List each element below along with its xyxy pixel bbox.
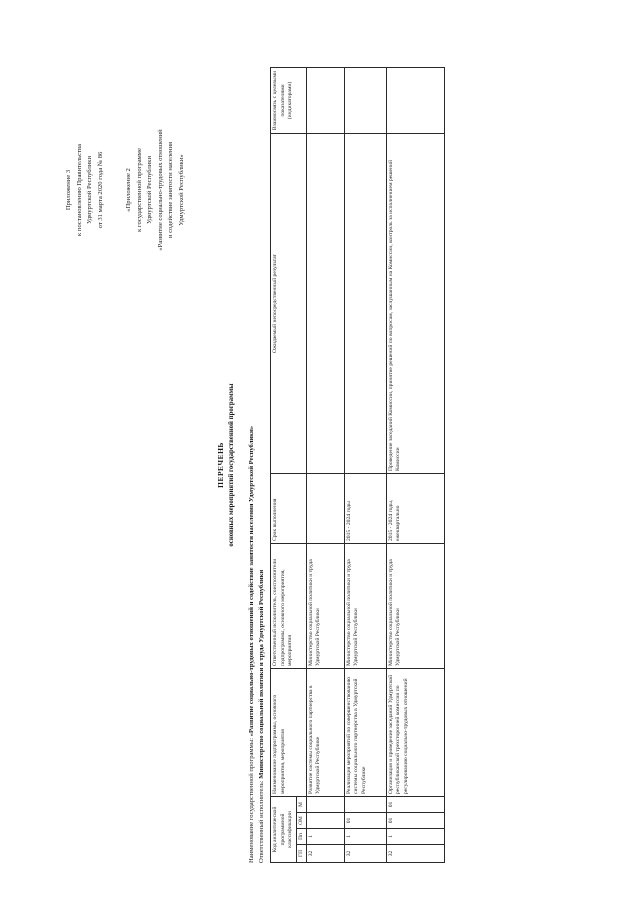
cell-m: [306, 796, 344, 812]
annex-line: «Развитие социально-трудовых отношений: [156, 129, 164, 251]
cell-m: 01: [386, 796, 444, 812]
annex-block: [124, 75, 187, 305]
cell-responsible: Министерство социальной политики и труда Удмуртской Республики: [386, 543, 444, 668]
cell-pp: 1: [306, 829, 344, 845]
header-gp: ГП: [296, 845, 306, 863]
executor-label: Ответственный исполнитель:: [258, 778, 265, 863]
header-pp: Пп: [296, 829, 306, 845]
cell-responsible: Министерство социальной политики и труда Удмуртской Республики: [306, 543, 344, 668]
cell-result: Проведение заседаний Комиссии, принятие решений по вопросам, заслушанным на Комиссии, контроль за исполнением решений Комиссии: [386, 133, 444, 473]
cell-relation: [306, 67, 344, 133]
cell-pp: 1: [386, 829, 444, 845]
annex-line: Удмуртской Республики»: [177, 154, 185, 226]
activities-table: [270, 67, 445, 863]
header-responsible: Ответственный исполнитель, соисполнители подпрограммы, основного мероприятия, мероприятия: [271, 543, 307, 668]
header-code-group: Код аналитической программной классификации: [271, 796, 297, 862]
cell-result: [306, 133, 344, 473]
cell-name: Организация и проведение заседаний Удмуртской республиканской трехсторонней комиссии по регулированию социально-трудовых отношений: [386, 668, 444, 796]
cell-relation: [344, 67, 386, 133]
cell-term: 2015 - 2024 годы, ежеквартально: [386, 473, 444, 543]
table-row: [306, 67, 344, 862]
annex-line: к государственной программе: [135, 148, 143, 232]
cell-term: [306, 473, 344, 543]
cell-gp: 32: [386, 845, 444, 863]
table-row: [344, 67, 386, 862]
cell-name: Развитие системы социального партнерства в Удмуртской Республике: [306, 668, 344, 796]
document-title: ПЕРЕЧЕНЬ: [216, 442, 225, 488]
header-name: Наименование подпрограммы, основного мероприятия, мероприятия: [271, 668, 307, 796]
rotated-document-page: [60, 65, 410, 865]
header-relation: Взаимосвязь с целевыми показателями (индикаторами): [271, 67, 307, 133]
cell-name: Реализация мероприятий по совершенствованию системы социального партнерства в Удмуртской Республике: [344, 668, 386, 796]
annex-line: Удмуртской Республики: [146, 155, 154, 225]
executor-line: [258, 570, 265, 863]
document-subtitle: основных мероприятий государственной программы: [228, 383, 235, 547]
cell-gp: 32: [306, 845, 344, 863]
approval-line: Удмуртской Республики: [86, 155, 94, 225]
annex-line: и содействие занятости населения: [167, 141, 175, 239]
cell-m: [344, 796, 386, 812]
header-term: Срок выполнения: [271, 473, 307, 543]
approval-line: к постановлению Правительства: [75, 144, 83, 236]
annex-line: «Приложение 2: [125, 168, 132, 212]
table-header-row: [271, 67, 297, 862]
table-row: [386, 67, 444, 862]
cell-term: 2015 - 2024 годы: [344, 473, 386, 543]
program-line: [248, 426, 255, 863]
cell-pp: 1: [344, 829, 386, 845]
cell-result: [344, 133, 386, 473]
program-name: «Развитие социально-трудовых отношений и содействие занятости населения Удмуртской Республики»: [248, 425, 255, 737]
approval-block: [64, 75, 106, 305]
header-om: ОМ: [296, 813, 306, 829]
cell-om: 01: [344, 813, 386, 829]
cell-om: [306, 813, 344, 829]
cell-responsible: Министерство социальной политики и труда Удмуртской Республики: [344, 543, 386, 668]
cell-relation: [386, 67, 444, 133]
header-m: М: [296, 796, 306, 812]
header-result: Ожидаемый непосредственный результат: [271, 133, 307, 473]
cell-om: 01: [386, 813, 444, 829]
executor-name: Министерство социальной политики и труда Удмуртской Республики: [258, 569, 265, 779]
program-label: Наименование государственной программы:: [248, 736, 255, 863]
approval-line: Приложение 3: [65, 169, 72, 211]
approval-line: от 31 марта 2020 года № 86: [96, 151, 104, 229]
cell-gp: 32: [344, 845, 386, 863]
